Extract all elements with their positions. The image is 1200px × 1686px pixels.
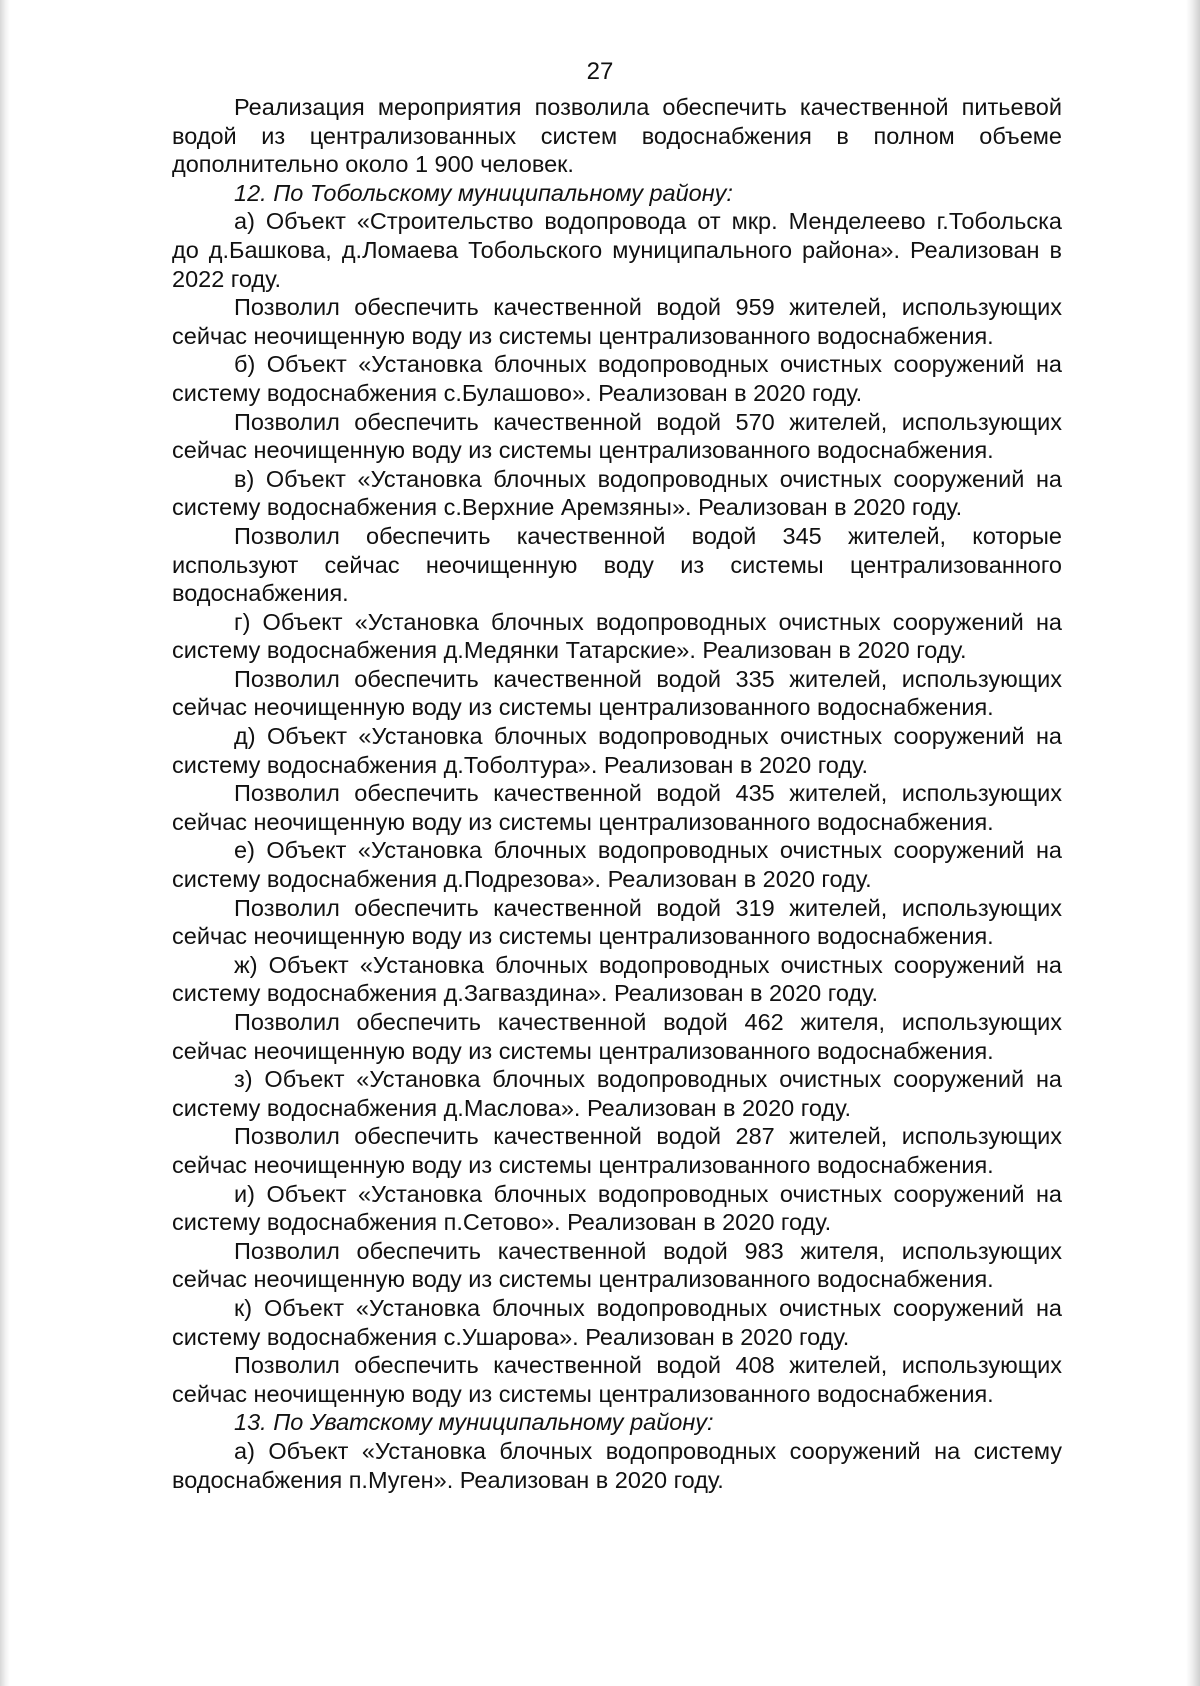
paragraph: б) Объект «Установка блочных водопроводных очистных сооружений на систему водоснабжения с.Булашово». Реализован в 2020 году. — [172, 351, 1062, 406]
paragraph: Позволил обеспечить качественной водой 335 жителей, использующих сейчас неочищенную воду из системы централизованного водоснабжения. — [172, 665, 1062, 721]
paragraph: Позволил обеспечить качественной водой 345 жителей, которые используют сейчас неочищенную воду из системы централизованного водоснабжения. — [172, 522, 1062, 607]
document-body — [172, 93, 1062, 1494]
paragraph: Позволил обеспечить качественной водой 570 жителей, использующих сейчас неочищенную воду из системы централизованного водоснабжения. — [172, 408, 1062, 464]
paragraph: Позволил обеспечить качественной водой 319 жителей, использующих сейчас неочищенную воду из системы централизованного водоснабжения. — [172, 894, 1062, 950]
paragraph: Позволил обеспечить качественной водой 959 жителей, использующих сейчас неочищенную воду из системы централизованного водоснабжения. — [172, 294, 1062, 349]
paragraph: е) Объект «Установка блочных водопроводных очистных сооружений на систему водоснабжения д.Подрезова». Реализован в 2020 году. — [172, 837, 1062, 893]
paragraph: Позволил обеспечить качественной водой 287 жителей, использующих сейчас неочищенную воду из системы централизованного водоснабжения. — [172, 1123, 1062, 1178]
scan-edge-right — [1186, 0, 1200, 1686]
paragraph: а) Объект «Строительство водопровода от мкр. Менделеево г.Тобольска до д.Башкова, д.Ломаева Тобольского муниципального района». Реализован в 2022 году. — [172, 208, 1062, 292]
paragraph: Позволил обеспечить качественной водой 435 жителей, использующих сейчас неочищенную воду из системы централизованного водоснабжения. — [172, 780, 1062, 835]
paragraph: ж) Объект «Установка блочных водопроводных очистных сооружений на систему водоснабжения д.Загваздина». Реализован в 2020 году. — [172, 951, 1062, 1007]
page-number: 27 — [586, 58, 614, 85]
paragraph: г) Объект «Установка блочных водопроводных очистных сооружений на систему водоснабжения д.Медянки Татарские». Реализован в 2020 году. — [172, 608, 1062, 664]
paragraph: з) Объект «Установка блочных водопроводных очистных сооружений на систему водоснабжения д.Маслова». Реализован в 2020 году. — [172, 1066, 1062, 1121]
section-heading: 13. По Уватскому муниципальному району: — [234, 1409, 714, 1436]
paragraph: д) Объект «Установка блочных водопроводных очистных сооружений на систему водоснабжения д.Тоболтура». Реализован в 2020 году. — [172, 723, 1062, 778]
paragraph: а) Объект «Установка блочных водопроводных сооружений на систему водоснабжения п.Муген». Реализован в 2020 году. — [172, 1437, 1062, 1493]
section-heading: 12. По Тобольскому муниципальному району: — [234, 179, 733, 206]
paragraph: и) Объект «Установка блочных водопроводных очистных сооружений на систему водоснабжения п.Сетово». Реализован в 2020 году. — [172, 1180, 1062, 1236]
paragraph: Позволил обеспечить качественной водой 462 жителя, использующих сейчас неочищенную воду из системы централизованного водоснабжения. — [172, 1009, 1062, 1064]
paragraph: к) Объект «Установка блочных водопроводных очистных сооружений на систему водоснабжения с.Ушарова». Реализован в 2020 году. — [172, 1294, 1062, 1350]
paragraph: в) Объект «Установка блочных водопроводных очистных сооружений на систему водоснабжения с.Верхние Аремзяны». Реализован в 2020 году. — [172, 465, 1062, 521]
paragraph: Позволил обеспечить качественной водой 408 жителей, использующих сейчас неочищенную воду из системы централизованного водоснабжения. — [172, 1352, 1062, 1407]
scan-edge-left — [0, 0, 10, 1686]
paragraph: Реализация мероприятия позволила обеспечить качественной питьевой водой из централизованных систем водоснабжения в полном объеме дополнительно около 1 900 человек. — [172, 94, 1062, 178]
paragraph: Позволил обеспечить качественной водой 983 жителя, использующих сейчас неочищенную воду из системы централизованного водоснабжения. — [172, 1237, 1062, 1293]
